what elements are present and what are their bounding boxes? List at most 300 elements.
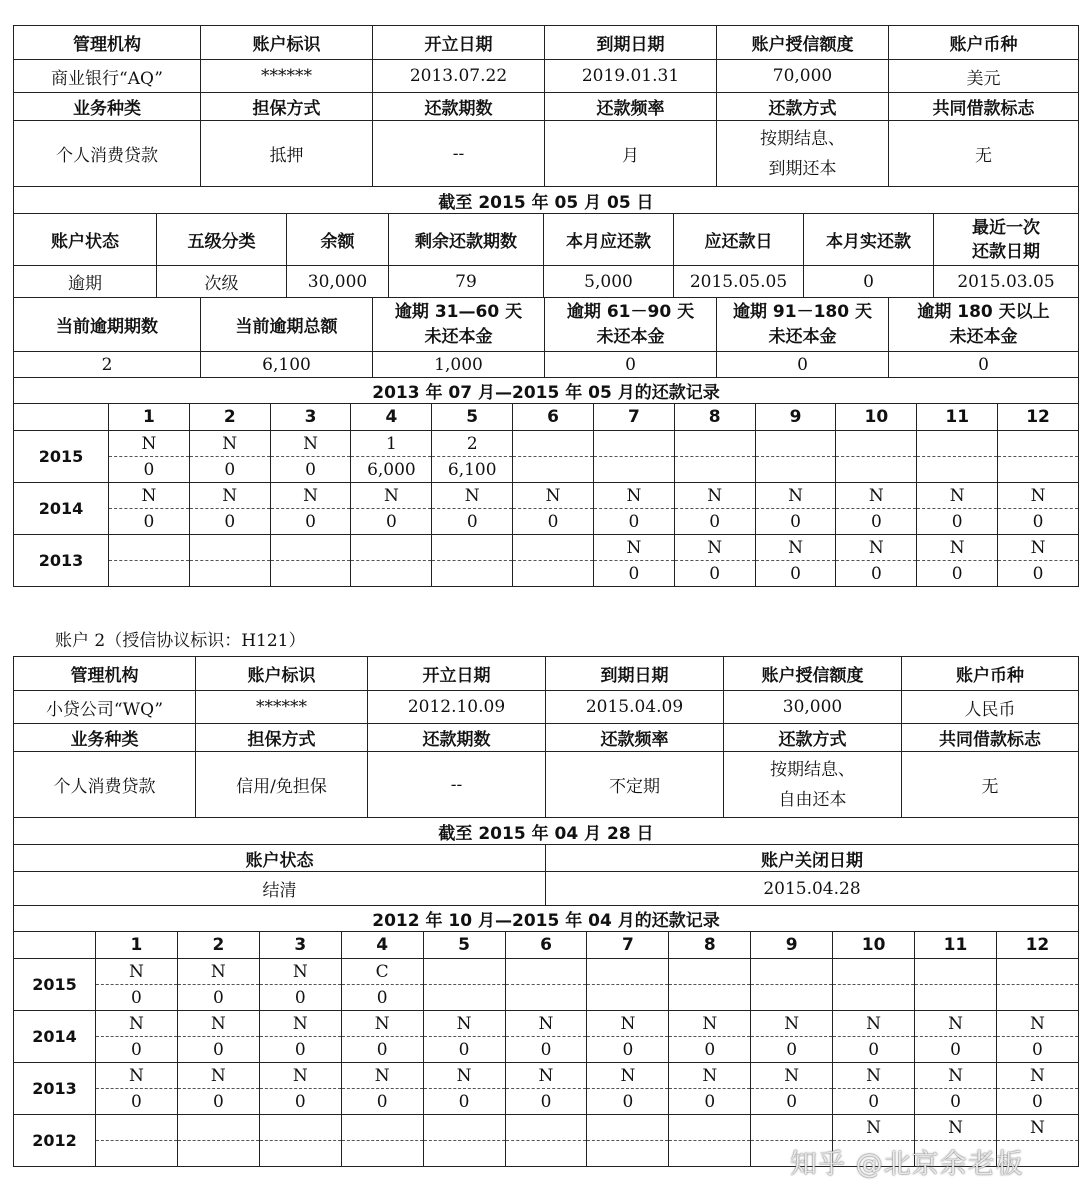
repayment-status-cell <box>189 535 270 561</box>
repayment-status-cell: 1 <box>351 431 432 457</box>
repayment-status-cell: N <box>674 483 755 509</box>
repayment-status-cell: N <box>341 1063 423 1089</box>
repayment-amount-cell: 0 <box>836 509 917 535</box>
repayment-amount-cell <box>513 561 594 587</box>
year-label: 2013 <box>14 1063 96 1115</box>
last-repayment-header <box>934 214 1079 266</box>
month-header: 1 <box>96 932 178 959</box>
repayment-amount-cell: 0 <box>96 985 178 1011</box>
header-line: 未还本金 <box>949 326 1018 347</box>
repayment-status-cell <box>996 959 1078 985</box>
repayment-status-cell: N <box>833 1063 915 1089</box>
value-cell: 0 <box>804 266 934 298</box>
repayment-status-cell <box>270 535 351 561</box>
grid-corner-cell <box>14 404 109 431</box>
repayment-amount-cell <box>587 985 669 1011</box>
header-cell: 账户关闭日期 <box>546 845 1079 872</box>
repayment-amount-cell <box>587 1141 669 1167</box>
repayment-amount-cell: 0 <box>341 1089 423 1115</box>
repayment-amount-cell: 0 <box>341 985 423 1011</box>
repayment-status-cell: N <box>751 1011 833 1037</box>
repayment-status-cell <box>587 959 669 985</box>
value-cell: 信用/免担保 <box>196 752 368 818</box>
value-cell: 2013.07.22 <box>373 60 545 93</box>
repayment-status-cell <box>998 431 1079 457</box>
account2-repayment-grid <box>13 931 1079 1167</box>
year-label: 2015 <box>14 959 96 1011</box>
header-cell: 到期日期 <box>546 657 724 691</box>
header-cell: 还款方式 <box>717 93 889 121</box>
month-header: 4 <box>351 404 432 431</box>
value-cell: 2015.04.09 <box>546 691 724 724</box>
month-header: 7 <box>587 932 669 959</box>
repayment-status-cell <box>341 1115 423 1141</box>
repayment-status-cell: N <box>587 1063 669 1089</box>
month-header: 8 <box>674 404 755 431</box>
repayment-amount-cell: 0 <box>833 1037 915 1063</box>
repayment-status-cell: N <box>432 483 513 509</box>
repayment-amount-cell <box>917 457 998 483</box>
value-cell: 无 <box>889 121 1079 187</box>
value-cell: 小贷公司“WQ” <box>14 691 196 724</box>
repayment-amount-cell: 0 <box>505 1089 587 1115</box>
month-header: 2 <box>177 932 259 959</box>
value-cell: 2 <box>14 352 201 378</box>
value-cell: 无 <box>902 752 1079 818</box>
repayment-status-cell: C <box>341 959 423 985</box>
repayment-amount-cell: 0 <box>351 509 432 535</box>
month-header: 10 <box>836 404 917 431</box>
repayment-status-cell: N <box>189 483 270 509</box>
month-header: 3 <box>259 932 341 959</box>
repayment-status-cell <box>755 431 836 457</box>
repayment-status-cell: N <box>177 1011 259 1037</box>
account2-label: 账户 2（授信协议标识：H121） <box>55 631 306 651</box>
repayment-amount-cell: 0 <box>587 1089 669 1115</box>
repayment-amount-cell <box>423 985 505 1011</box>
repayment-status-cell <box>96 1115 178 1141</box>
repayment-status-cell: N <box>177 959 259 985</box>
month-header: 6 <box>505 932 587 959</box>
repayment-amount-cell: 0 <box>96 1037 178 1063</box>
repayment-status-cell: N <box>259 959 341 985</box>
repayment-status-cell: N <box>189 431 270 457</box>
repayment-amount-cell: 0 <box>109 509 190 535</box>
repayment-status-cell: N <box>259 1063 341 1089</box>
repayment-amount-cell <box>674 457 755 483</box>
repayment-status-cell: N <box>270 431 351 457</box>
repayment-amount-cell <box>351 561 432 587</box>
repayment-status-cell <box>674 431 755 457</box>
repayment-amount-cell <box>505 1141 587 1167</box>
value-cell: 次级 <box>157 266 287 298</box>
repayment-amount-cell <box>109 561 190 587</box>
value-cell: 结清 <box>14 872 546 906</box>
repayment-amount-cell: 0 <box>593 509 674 535</box>
repayment-amount-cell: 0 <box>915 1089 997 1115</box>
repayment-amount-cell <box>423 1141 505 1167</box>
repayment-status-cell: N <box>998 535 1079 561</box>
header-cell: 业务种类 <box>14 724 196 752</box>
repayment-status-cell <box>177 1115 259 1141</box>
repayment-amount-cell <box>513 457 594 483</box>
repayment-status-cell: N <box>177 1063 259 1089</box>
repayment-status-cell: N <box>755 535 836 561</box>
header-cell: 余额 <box>287 214 389 266</box>
repayment-status-cell: N <box>833 1011 915 1037</box>
value-cell: 月 <box>545 121 717 187</box>
header-cell: 剩余还款期数 <box>389 214 544 266</box>
grid-corner-cell <box>14 932 96 959</box>
repayment-status-cell: N <box>833 1115 915 1141</box>
repayment-amount-cell <box>836 457 917 483</box>
repayment-amount-cell <box>833 985 915 1011</box>
repayment-status-cell: N <box>423 1011 505 1037</box>
repayment-amount-cell: 0 <box>751 1037 833 1063</box>
header-cell: 账户币种 <box>889 26 1079 60</box>
repayment-amount-cell: 0 <box>432 509 513 535</box>
repayment-amount-cell: 0 <box>177 985 259 1011</box>
month-header: 11 <box>917 404 998 431</box>
repayment-amount-cell: 0 <box>674 509 755 535</box>
repayment-status-cell <box>751 959 833 985</box>
header-cell: 共同借款标志 <box>902 724 1079 752</box>
repayment-amount-cell: 0 <box>751 1089 833 1115</box>
month-header: 2 <box>189 404 270 431</box>
repayment-status-cell: N <box>96 1011 178 1037</box>
repayment-status-cell <box>917 431 998 457</box>
repayment-amount-cell: 0 <box>259 985 341 1011</box>
repayment-amount-cell: 0 <box>593 561 674 587</box>
repayment-status-cell: N <box>669 1063 751 1089</box>
account1-status-table <box>13 213 1079 298</box>
value-cell: 商业银行“AQ” <box>14 60 201 93</box>
repayment-amount-cell: 0 <box>177 1037 259 1063</box>
value-cell: 2019.01.31 <box>545 60 717 93</box>
header-cell: 还款频率 <box>545 93 717 121</box>
value-cell: 抵押 <box>201 121 373 187</box>
repayment-amount-cell: 0 <box>270 509 351 535</box>
header-line: 还款日期 <box>972 241 1040 262</box>
repayment-amount-cell <box>270 561 351 587</box>
repayment-status-cell <box>423 959 505 985</box>
overdue-bucket-header <box>717 298 889 352</box>
header-line: 逾期 61－90 天 <box>566 301 695 322</box>
value-cell: -- <box>373 121 545 187</box>
header-cell: 担保方式 <box>201 93 373 121</box>
repayment-status-cell: N <box>751 1063 833 1089</box>
value-cell: 2015.04.28 <box>546 872 1079 906</box>
repayment-status-cell <box>669 959 751 985</box>
repayment-amount-cell: 0 <box>259 1089 341 1115</box>
repayment-amount-cell <box>751 985 833 1011</box>
header-cell: 账户授信额度 <box>724 657 902 691</box>
repayment-method-line: 按期结息、 <box>770 759 855 780</box>
repayment-status-cell <box>513 535 594 561</box>
repayment-amount-cell: 0 <box>669 1089 751 1115</box>
value-cell: 2012.10.09 <box>368 691 546 724</box>
header-cell: 应还款日 <box>674 214 804 266</box>
repayment-amount-cell <box>96 1141 178 1167</box>
header-cell: 管理机构 <box>14 657 196 691</box>
header-line: 未还本金 <box>768 326 837 347</box>
repayment-method-line: 到期还本 <box>768 158 837 179</box>
month-header: 12 <box>996 932 1078 959</box>
value-cell: 0 <box>545 352 717 378</box>
repayment-amount-cell: 0 <box>423 1089 505 1115</box>
repayment-record-title: 2012 年 10 月—2015 年 04 月的还款记录 <box>14 906 1079 932</box>
as-of-date: 截至 2015 年 04 月 28 日 <box>14 818 1079 845</box>
header-cell: 账户标识 <box>201 26 373 60</box>
header-cell: 到期日期 <box>545 26 717 60</box>
repayment-status-cell: N <box>836 535 917 561</box>
year-label: 2013 <box>14 535 109 587</box>
repayment-amount-cell: 0 <box>915 1037 997 1063</box>
value-cell: 30,000 <box>724 691 902 724</box>
value-cell: 个人消费贷款 <box>14 752 196 818</box>
month-header: 1 <box>109 404 190 431</box>
month-header: 5 <box>423 932 505 959</box>
value-cell: 逾期 <box>14 266 157 298</box>
repayment-status-cell: N <box>915 1115 997 1141</box>
repayment-status-cell <box>109 535 190 561</box>
repayment-amount-cell <box>669 985 751 1011</box>
value-cell: 美元 <box>889 60 1079 93</box>
value-cell: -- <box>368 752 546 818</box>
repayment-status-cell: N <box>996 1115 1078 1141</box>
repayment-status-cell: N <box>96 959 178 985</box>
header-cell: 账户授信额度 <box>717 26 889 60</box>
header-line: 逾期 31—60 天 <box>394 301 523 322</box>
repayment-status-cell: N <box>341 1011 423 1037</box>
header-line: 未还本金 <box>424 326 493 347</box>
repayment-status-cell: N <box>674 535 755 561</box>
repayment-amount-cell: 0 <box>998 509 1079 535</box>
value-cell: 79 <box>389 266 544 298</box>
repayment-amount-cell <box>593 457 674 483</box>
repayment-status-cell: N <box>915 1063 997 1089</box>
repayment-status-cell <box>351 535 432 561</box>
year-label: 2014 <box>14 483 109 535</box>
header-cell: 账户币种 <box>902 657 1079 691</box>
header-cell: 开立日期 <box>373 26 545 60</box>
value-cell: 1,000 <box>373 352 545 378</box>
repayment-method-line: 自由还本 <box>778 789 847 810</box>
header-cell: 本月应还款 <box>544 214 674 266</box>
repayment-amount-cell: 0 <box>755 509 836 535</box>
repayment-status-cell: N <box>917 535 998 561</box>
header-cell: 当前逾期总额 <box>201 298 373 352</box>
repayment-status-cell: N <box>423 1063 505 1089</box>
repayment-amount-cell: 0 <box>270 457 351 483</box>
repayment-status-cell: N <box>998 483 1079 509</box>
repayment-amount-cell: 0 <box>513 509 594 535</box>
repayment-status-cell <box>505 959 587 985</box>
repayment-amount-cell: 0 <box>755 561 836 587</box>
repayment-amount-cell: 0 <box>674 561 755 587</box>
repayment-status-cell <box>833 959 915 985</box>
repayment-amount-cell: 0 <box>189 457 270 483</box>
value-cell: 5,000 <box>544 266 674 298</box>
month-header: 3 <box>270 404 351 431</box>
repayment-amount-cell: 0 <box>669 1037 751 1063</box>
header-cell: 五级分类 <box>157 214 287 266</box>
header-cell: 开立日期 <box>368 657 546 691</box>
repayment-amount-cell <box>669 1141 751 1167</box>
repayment-amount-cell: 0 <box>996 1089 1078 1115</box>
month-header: 7 <box>593 404 674 431</box>
repayment-amount-cell: 0 <box>341 1037 423 1063</box>
header-cell: 账户标识 <box>196 657 368 691</box>
header-line: 最近一次 <box>972 217 1040 238</box>
month-header: 10 <box>833 932 915 959</box>
repayment-status-cell: N <box>505 1063 587 1089</box>
value-cell: 人民币 <box>902 691 1079 724</box>
repayment-record-title: 2013 年 07 月—2015 年 05 月的还款记录 <box>14 378 1079 404</box>
value-cell: ****** <box>196 691 368 724</box>
repayment-status-cell: N <box>109 431 190 457</box>
repayment-status-cell: N <box>259 1011 341 1037</box>
repayment-status-cell <box>432 535 513 561</box>
repayment-status-cell <box>259 1115 341 1141</box>
year-label: 2012 <box>14 1115 96 1167</box>
year-label: 2014 <box>14 1011 96 1063</box>
repayment-amount-cell: 0 <box>833 1089 915 1115</box>
month-header: 12 <box>998 404 1079 431</box>
value-cell: 0 <box>889 352 1079 378</box>
repayment-status-cell: N <box>593 535 674 561</box>
repayment-status-cell: N <box>915 1011 997 1037</box>
repayment-status-cell <box>836 431 917 457</box>
value-cell: 30,000 <box>287 266 389 298</box>
repayment-status-cell: N <box>513 483 594 509</box>
repayment-amount-cell: 0 <box>917 509 998 535</box>
repayment-status-cell: N <box>996 1011 1078 1037</box>
repayment-status-cell: N <box>505 1011 587 1037</box>
value-cell: 个人消费贷款 <box>14 121 201 187</box>
repayment-status-cell <box>915 959 997 985</box>
repayment-amount-cell: 0 <box>998 561 1079 587</box>
overdue-bucket-header <box>545 298 717 352</box>
header-cell: 还款期数 <box>373 93 545 121</box>
repayment-amount-cell: 0 <box>996 1037 1078 1063</box>
month-header: 5 <box>432 404 513 431</box>
overdue-bucket-header <box>889 298 1079 352</box>
repayment-status-cell <box>751 1115 833 1141</box>
repayment-status-cell <box>513 431 594 457</box>
month-header: 4 <box>341 932 423 959</box>
header-cell: 账户状态 <box>14 845 546 872</box>
header-line: 未还本金 <box>596 326 665 347</box>
header-cell: 管理机构 <box>14 26 201 60</box>
repayment-status-cell <box>505 1115 587 1141</box>
account2-info-table <box>13 656 1079 932</box>
repayment-amount-cell <box>177 1141 259 1167</box>
repayment-status-cell <box>593 431 674 457</box>
repayment-status-cell: N <box>917 483 998 509</box>
repayment-status-cell: N <box>836 483 917 509</box>
repayment-status-cell: N <box>270 483 351 509</box>
value-cell: 70,000 <box>717 60 889 93</box>
repayment-status-cell: N <box>96 1063 178 1089</box>
value-cell: 6,100 <box>201 352 373 378</box>
month-header: 9 <box>751 932 833 959</box>
year-label: 2015 <box>14 431 109 483</box>
header-cell: 共同借款标志 <box>889 93 1079 121</box>
repayment-amount-cell <box>432 561 513 587</box>
repayment-status-cell: N <box>669 1011 751 1037</box>
month-header: 8 <box>669 932 751 959</box>
account1-info-table <box>13 25 1079 214</box>
watermark: 知乎 @北京余老板 <box>790 1149 1024 1180</box>
repayment-amount-cell: 0 <box>423 1037 505 1063</box>
repayment-status-cell: N <box>351 483 432 509</box>
as-of-date: 截至 2015 年 05 月 05 日 <box>14 187 1079 214</box>
value-cell: 2015.05.05 <box>674 266 804 298</box>
repayment-amount-cell: 0 <box>505 1037 587 1063</box>
repayment-amount-cell: 0 <box>109 457 190 483</box>
repayment-amount-cell <box>998 457 1079 483</box>
header-cell: 还款方式 <box>724 724 902 752</box>
header-cell: 当前逾期期数 <box>14 298 201 352</box>
repayment-method-cell <box>717 121 889 187</box>
month-header: 9 <box>755 404 836 431</box>
repayment-status-cell <box>587 1115 669 1141</box>
repayment-status-cell: N <box>755 483 836 509</box>
repayment-status-cell: 2 <box>432 431 513 457</box>
header-cell: 业务种类 <box>14 93 201 121</box>
value-cell: 2015.03.05 <box>934 266 1079 298</box>
repayment-amount-cell: 0 <box>917 561 998 587</box>
repayment-status-cell: N <box>593 483 674 509</box>
repayment-amount-cell: 0 <box>177 1089 259 1115</box>
value-cell: 0 <box>717 352 889 378</box>
account1-overdue-table <box>13 297 1079 404</box>
repayment-amount-cell <box>341 1141 423 1167</box>
repayment-amount-cell <box>996 985 1078 1011</box>
repayment-amount-cell: 6,100 <box>432 457 513 483</box>
repayment-amount-cell <box>259 1141 341 1167</box>
value-cell: 不定期 <box>546 752 724 818</box>
repayment-amount-cell: 0 <box>189 509 270 535</box>
repayment-amount-cell: 0 <box>587 1037 669 1063</box>
month-header: 11 <box>915 932 997 959</box>
repayment-amount-cell <box>189 561 270 587</box>
repayment-amount-cell: 0 <box>96 1089 178 1115</box>
account1-repayment-grid <box>13 403 1079 587</box>
repayment-amount-cell: 0 <box>259 1037 341 1063</box>
header-cell: 还款期数 <box>368 724 546 752</box>
header-cell: 本月实还款 <box>804 214 934 266</box>
repayment-amount-cell: 6,000 <box>351 457 432 483</box>
header-line: 逾期 180 天以上 <box>917 301 1050 322</box>
repayment-status-cell: N <box>587 1011 669 1037</box>
header-cell: 账户状态 <box>14 214 157 266</box>
header-cell: 还款频率 <box>546 724 724 752</box>
repayment-status-cell: N <box>996 1063 1078 1089</box>
month-header: 6 <box>513 404 594 431</box>
repayment-status-cell <box>669 1115 751 1141</box>
repayment-status-cell: N <box>109 483 190 509</box>
repayment-amount-cell <box>755 457 836 483</box>
value-cell: ****** <box>201 60 373 93</box>
repayment-status-cell <box>423 1115 505 1141</box>
repayment-amount-cell <box>915 985 997 1011</box>
repayment-method-line: 按期结息、 <box>760 128 845 149</box>
repayment-amount-cell: 0 <box>836 561 917 587</box>
repayment-amount-cell <box>505 985 587 1011</box>
overdue-bucket-header <box>373 298 545 352</box>
